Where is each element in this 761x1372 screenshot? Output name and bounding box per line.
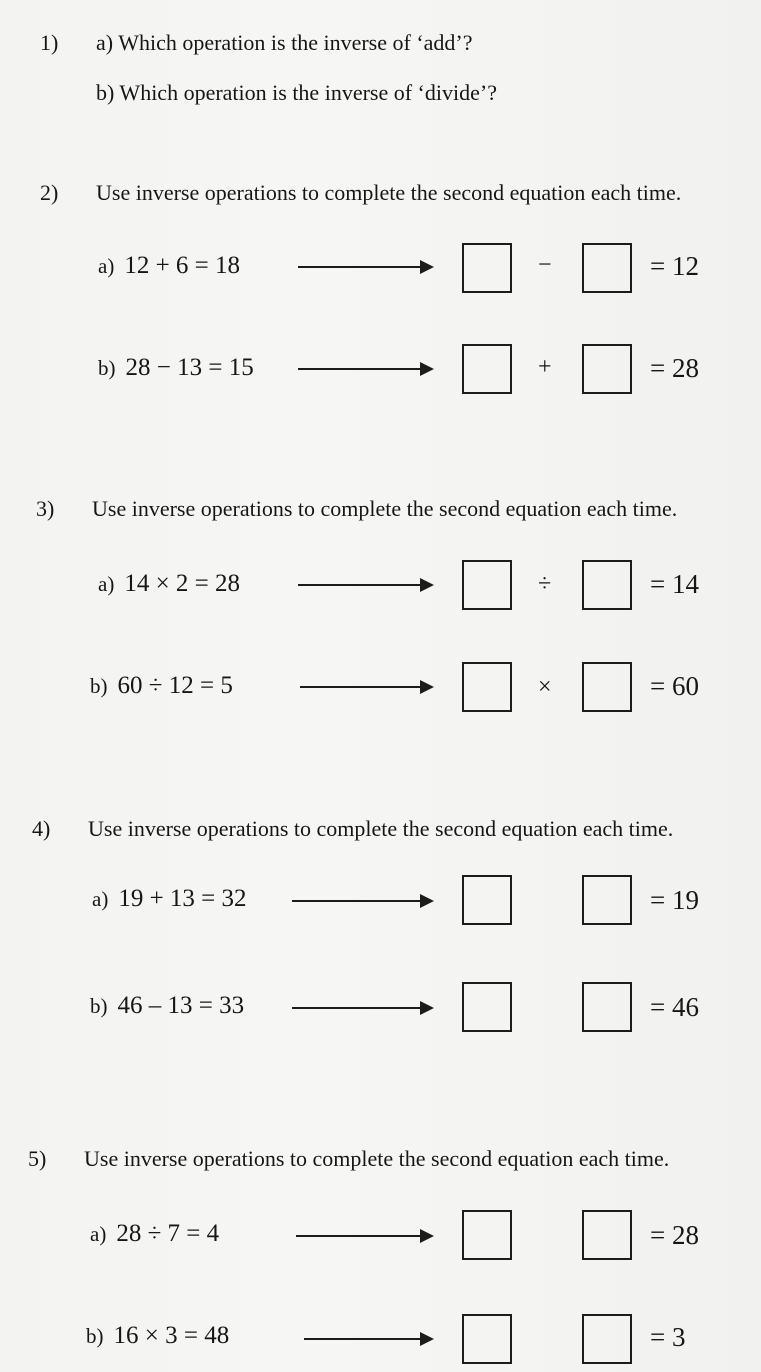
result-3b: = 60 bbox=[650, 671, 699, 701]
question-2a-given: 12 + 6 = 18 bbox=[124, 252, 241, 279]
question-5-instruction: Use inverse operations to complete the second equation each time. bbox=[84, 1146, 670, 1171]
question-4b-given: 46 – 13 = 33 bbox=[117, 992, 245, 1019]
question-3b-label: b) bbox=[90, 674, 108, 698]
question-4-number: 4) bbox=[32, 816, 51, 841]
question-3a-label: a) bbox=[98, 572, 115, 596]
question-5a-given: 28 ÷ 7 = 4 bbox=[116, 1220, 220, 1247]
question-4a-label: a) bbox=[92, 887, 109, 911]
question-2-number: 2) bbox=[40, 180, 59, 205]
question-2b-given: 28 − 13 = 15 bbox=[125, 354, 254, 381]
question-3a-given: 14 × 2 = 28 bbox=[124, 570, 241, 597]
answer-box-5b-1[interactable] bbox=[462, 1314, 512, 1364]
question-3-number: 3) bbox=[36, 496, 55, 521]
question-5a-label: a) bbox=[90, 1222, 107, 1246]
operator-3b: × bbox=[538, 674, 552, 700]
answer-box-5a-2[interactable] bbox=[582, 1210, 632, 1260]
result-4b: = 46 bbox=[650, 992, 699, 1022]
answer-box-2a-1[interactable] bbox=[462, 243, 512, 293]
question-2a-label: a) bbox=[98, 254, 115, 278]
question-1-number: 1) bbox=[40, 30, 59, 55]
arrow-5b bbox=[304, 1338, 432, 1340]
question-4-instruction: Use inverse operations to complete the second equation each time. bbox=[88, 816, 674, 841]
operator-2a: − bbox=[538, 252, 552, 278]
answer-box-3a-1[interactable] bbox=[462, 560, 512, 610]
question-3a-equation bbox=[98, 570, 240, 598]
arrow-3a bbox=[298, 584, 432, 586]
operator-2b: + bbox=[538, 354, 552, 380]
question-2a-equation bbox=[98, 252, 240, 280]
question-4a-given: 19 + 13 = 32 bbox=[118, 885, 247, 912]
result-4a: = 19 bbox=[650, 885, 699, 915]
question-3b-equation bbox=[90, 672, 233, 700]
operator-3a: ÷ bbox=[538, 571, 552, 597]
answer-box-5b-2[interactable] bbox=[582, 1314, 632, 1364]
question-1a-text: a) Which operation is the inverse of ‘add’? bbox=[96, 30, 473, 55]
question-5b-equation bbox=[86, 1322, 229, 1350]
question-1b-text: b) Which operation is the inverse of ‘divide’? bbox=[96, 80, 497, 105]
question-3-instruction: Use inverse operations to complete the second equation each time. bbox=[92, 496, 678, 521]
question-3b-given: 60 ÷ 12 = 5 bbox=[117, 672, 233, 699]
answer-box-2b-2[interactable] bbox=[582, 344, 632, 394]
result-2b: = 28 bbox=[650, 353, 699, 383]
answer-box-4a-2[interactable] bbox=[582, 875, 632, 925]
question-5a-equation bbox=[90, 1220, 219, 1248]
answer-box-3b-1[interactable] bbox=[462, 662, 512, 712]
arrow-4b bbox=[292, 1007, 432, 1009]
answer-box-4b-2[interactable] bbox=[582, 982, 632, 1032]
arrow-3b bbox=[300, 686, 432, 688]
question-4b-equation bbox=[90, 992, 244, 1020]
question-5b-given: 16 × 3 = 48 bbox=[113, 1322, 230, 1349]
arrow-5a bbox=[296, 1235, 432, 1237]
result-2a: = 12 bbox=[650, 251, 699, 281]
arrow-4a bbox=[292, 900, 432, 902]
result-5b: = 3 bbox=[650, 1322, 686, 1352]
answer-box-4a-1[interactable] bbox=[462, 875, 512, 925]
answer-box-2b-1[interactable] bbox=[462, 344, 512, 394]
answer-box-2a-2[interactable] bbox=[582, 243, 632, 293]
result-5a: = 28 bbox=[650, 1220, 699, 1250]
question-2-instruction: Use inverse operations to complete the second equation each time. bbox=[96, 180, 682, 205]
arrow-2a bbox=[298, 266, 432, 268]
question-2b-equation bbox=[98, 354, 254, 382]
answer-box-3a-2[interactable] bbox=[582, 560, 632, 610]
arrow-2b bbox=[298, 368, 432, 370]
answer-box-4b-1[interactable] bbox=[462, 982, 512, 1032]
question-5b-label: b) bbox=[86, 1324, 104, 1348]
question-5-number: 5) bbox=[28, 1146, 47, 1171]
answer-box-5a-1[interactable] bbox=[462, 1210, 512, 1260]
question-4b-label: b) bbox=[90, 994, 108, 1018]
answer-box-3b-2[interactable] bbox=[582, 662, 632, 712]
question-4a-equation bbox=[92, 885, 247, 913]
question-2b-label: b) bbox=[98, 356, 116, 380]
result-3a: = 14 bbox=[650, 569, 699, 599]
